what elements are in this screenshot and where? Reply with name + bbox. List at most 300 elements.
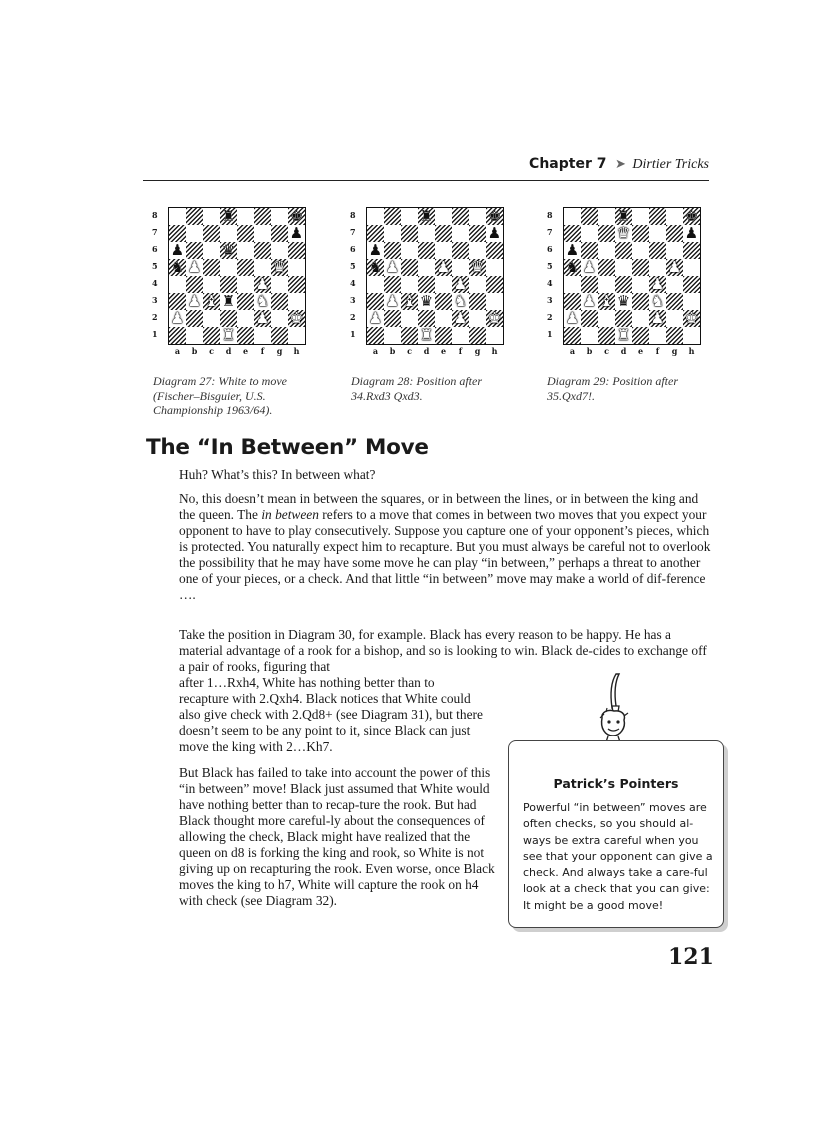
- square-h1: [288, 327, 305, 344]
- file-label: h: [293, 346, 300, 356]
- file-label: h: [688, 346, 695, 356]
- white-pawn-icon: ♟: [187, 258, 202, 276]
- square-h2: [486, 310, 503, 327]
- square-a1: [169, 327, 186, 344]
- file-label: g: [276, 346, 283, 356]
- rank-label: 6: [350, 244, 356, 254]
- file-label: b: [389, 346, 396, 356]
- white-pawn-icon: ♟: [170, 309, 185, 327]
- square-e5: [237, 259, 254, 276]
- rank-label: 2: [350, 312, 356, 322]
- file-label: g: [474, 346, 481, 356]
- square-c3: [203, 293, 220, 310]
- rank-label: 2: [152, 312, 158, 322]
- square-c5: [203, 259, 220, 276]
- square-e1: [435, 327, 452, 344]
- black-knight-icon: ♞: [368, 258, 383, 276]
- square-a2: [367, 310, 384, 327]
- square-a7: [564, 225, 581, 242]
- square-a8: [564, 208, 581, 225]
- square-e4: [237, 276, 254, 293]
- black-pawn-icon: ♟: [684, 224, 699, 242]
- square-e6: [632, 242, 649, 259]
- square-h5: [288, 259, 305, 276]
- square-a3: [564, 293, 581, 310]
- square-h3: [288, 293, 305, 310]
- white-rook-icon: ♜: [419, 326, 434, 344]
- square-h7: [486, 225, 503, 242]
- chess-diagram-28: [350, 205, 500, 355]
- square-a7: [169, 225, 186, 242]
- square-g1: [469, 327, 486, 344]
- pointer-mascot-icon: [588, 672, 638, 750]
- sidebar-title: Patrick’s Pointers: [553, 776, 679, 791]
- file-label: e: [637, 346, 644, 356]
- square-g6: [469, 242, 486, 259]
- white-knight-icon: ♞: [650, 292, 665, 310]
- square-c2: [401, 310, 418, 327]
- square-d4: [220, 276, 237, 293]
- square-g6: [666, 242, 683, 259]
- square-a1: [564, 327, 581, 344]
- square-b2: [186, 310, 203, 327]
- square-e4: [632, 276, 649, 293]
- square-f8: [649, 208, 666, 225]
- square-g1: [271, 327, 288, 344]
- square-g4: [271, 276, 288, 293]
- white-bishop-icon: ♝: [204, 292, 219, 310]
- square-c6: [401, 242, 418, 259]
- square-d8: [418, 208, 435, 225]
- rank-label: 3: [350, 295, 356, 305]
- rank-label: 5: [350, 261, 356, 271]
- square-a1: [367, 327, 384, 344]
- square-f6: [254, 242, 271, 259]
- square-e5: [435, 259, 452, 276]
- square-g7: [271, 225, 288, 242]
- square-e7: [435, 225, 452, 242]
- square-b4: [384, 276, 401, 293]
- black-pawn-icon: ♟: [565, 241, 580, 259]
- square-g5: [271, 259, 288, 276]
- square-h1: [486, 327, 503, 344]
- square-g3: [666, 293, 683, 310]
- square-c1: [203, 327, 220, 344]
- white-pawn-icon: ♟: [368, 309, 383, 327]
- square-e1: [632, 327, 649, 344]
- square-e2: [435, 310, 452, 327]
- square-a8: [367, 208, 384, 225]
- square-f8: [254, 208, 271, 225]
- rank-label: 4: [547, 278, 553, 288]
- square-f3: [452, 293, 469, 310]
- black-king-icon: ♚: [487, 207, 502, 225]
- square-f4: [452, 276, 469, 293]
- black-rook-icon: ♜: [221, 207, 236, 225]
- square-a4: [564, 276, 581, 293]
- file-label: d: [620, 346, 627, 356]
- square-f7: [254, 225, 271, 242]
- file-label: c: [604, 346, 609, 356]
- square-c2: [203, 310, 220, 327]
- paragraph-4: But Black has failed to take into account the power of this “in between” move! Black just assumed that White would have nothing better than to recap-ture the rook. But had Black thought more careful-ly about the consequences of allowing the check, Black might have realized that the queen on d8 is forking the king and rook, so White is not giving up on recapturing the rook. Even worse, once Black moves the king to h7, White will capture the rook on h4 with check (see Diagram 32).: [179, 765, 495, 908]
- square-d6: [220, 242, 237, 259]
- square-e6: [435, 242, 452, 259]
- square-f6: [452, 242, 469, 259]
- header-right: [529, 156, 709, 173]
- rank-label: 7: [350, 227, 356, 237]
- square-g1: [666, 327, 683, 344]
- square-f2: [254, 310, 271, 327]
- square-e3: [435, 293, 452, 310]
- white-pawn-icon: ♟: [565, 309, 580, 327]
- square-f5: [452, 259, 469, 276]
- square-h8: [486, 208, 503, 225]
- white-queen-icon: ♛: [272, 258, 287, 276]
- square-h8: [683, 208, 700, 225]
- rank-label: 7: [152, 227, 158, 237]
- rank-label: 3: [152, 295, 158, 305]
- square-b7: [186, 225, 203, 242]
- patricks-pointers-sidebar: [508, 740, 724, 928]
- square-d7: [220, 225, 237, 242]
- square-b5: [186, 259, 203, 276]
- square-c7: [598, 225, 615, 242]
- rank-label: 1: [152, 329, 158, 339]
- square-b7: [581, 225, 598, 242]
- square-c4: [203, 276, 220, 293]
- square-h5: [486, 259, 503, 276]
- chess-diagram-27: [152, 205, 302, 355]
- square-h4: [683, 276, 700, 293]
- rank-label: 4: [152, 278, 158, 288]
- square-e8: [632, 208, 649, 225]
- square-a2: [564, 310, 581, 327]
- square-d2: [418, 310, 435, 327]
- square-b6: [581, 242, 598, 259]
- file-label: b: [586, 346, 593, 356]
- square-d6: [418, 242, 435, 259]
- white-pawn-icon: ♟: [385, 258, 400, 276]
- square-h5: [683, 259, 700, 276]
- square-g7: [469, 225, 486, 242]
- square-b6: [186, 242, 203, 259]
- white-king-icon: ♚: [289, 309, 304, 327]
- square-a5: [367, 259, 384, 276]
- square-e7: [632, 225, 649, 242]
- square-d2: [615, 310, 632, 327]
- chapter-label: Chapter 7: [529, 156, 607, 172]
- square-b3: [186, 293, 203, 310]
- white-pawn-icon: ♟: [582, 292, 597, 310]
- file-label: e: [440, 346, 447, 356]
- rank-label: 7: [547, 227, 553, 237]
- square-d6: [615, 242, 632, 259]
- white-knight-icon: ♞: [453, 292, 468, 310]
- white-pawn-icon: ♟: [582, 258, 597, 276]
- rank-label: 8: [547, 210, 553, 220]
- square-h6: [288, 242, 305, 259]
- square-h3: [486, 293, 503, 310]
- square-a8: [169, 208, 186, 225]
- square-g5: [469, 259, 486, 276]
- square-h4: [486, 276, 503, 293]
- square-d3: [615, 293, 632, 310]
- square-a6: [367, 242, 384, 259]
- square-f7: [649, 225, 666, 242]
- square-h8: [288, 208, 305, 225]
- paragraph-2-emphasis: in between: [261, 507, 319, 522]
- square-c8: [203, 208, 220, 225]
- file-label: c: [209, 346, 214, 356]
- square-e3: [237, 293, 254, 310]
- square-c8: [401, 208, 418, 225]
- file-label: d: [423, 346, 430, 356]
- chess-diagram-29: [547, 205, 697, 355]
- square-h7: [683, 225, 700, 242]
- paragraph-3-intro: Take the position in Diagram 30, for example. Black has every reason to be happy. He has a material advantage of a rook for a bishop, and so is looking to win. Black de-cides to exchange off a pair of rooks, figuring that: [179, 627, 707, 674]
- square-c5: [598, 259, 615, 276]
- paragraph-2-text-a: No, this doesn’t mean in between the squares, or in between the lines, or in between the king and the queen. The: [179, 491, 699, 522]
- square-f2: [649, 310, 666, 327]
- file-label: d: [225, 346, 232, 356]
- black-pawn-icon: ♟: [368, 241, 383, 259]
- square-f2: [452, 310, 469, 327]
- square-c5: [401, 259, 418, 276]
- square-g8: [469, 208, 486, 225]
- diagram-29-caption: Diagram 29: Position after 35.Qxd7!.: [547, 374, 678, 403]
- square-e7: [237, 225, 254, 242]
- white-pawn-icon: ♟: [667, 258, 682, 276]
- square-c3: [401, 293, 418, 310]
- square-e8: [435, 208, 452, 225]
- square-b3: [581, 293, 598, 310]
- running-header: [143, 156, 709, 181]
- page-number: 121: [668, 944, 714, 970]
- square-c3: [598, 293, 615, 310]
- square-b8: [186, 208, 203, 225]
- file-label: f: [260, 346, 265, 356]
- rank-label: 6: [152, 244, 158, 254]
- square-c6: [203, 242, 220, 259]
- square-c2: [598, 310, 615, 327]
- square-g6: [271, 242, 288, 259]
- square-g4: [469, 276, 486, 293]
- rank-label: 5: [547, 261, 553, 271]
- white-pawn-icon: ♟: [650, 275, 665, 293]
- white-queen-icon: ♛: [470, 258, 485, 276]
- square-f5: [254, 259, 271, 276]
- square-e5: [632, 259, 649, 276]
- square-c6: [598, 242, 615, 259]
- sidebar-text: Powerful “in between” moves are often checks, so you should al-ways be extra careful when you see that your opponent can give a check. And always take a care-ful look at a check that you can give: It might be a good move!: [523, 801, 713, 912]
- square-f7: [452, 225, 469, 242]
- square-d3: [220, 293, 237, 310]
- square-g4: [666, 276, 683, 293]
- square-h3: [683, 293, 700, 310]
- paragraph-2: [179, 491, 711, 603]
- file-label: h: [491, 346, 498, 356]
- square-b7: [384, 225, 401, 242]
- square-c8: [598, 208, 615, 225]
- white-pawn-icon: ♟: [436, 258, 451, 276]
- square-h6: [486, 242, 503, 259]
- black-pawn-icon: ♟: [289, 224, 304, 242]
- triangle-right-icon: ➤: [614, 156, 626, 171]
- chess-board: [563, 207, 701, 345]
- white-rook-icon: ♜: [616, 326, 631, 344]
- square-h7: [288, 225, 305, 242]
- section-title: Dirtier Tricks: [632, 157, 709, 172]
- white-pawn-icon: ♟: [453, 275, 468, 293]
- square-e3: [632, 293, 649, 310]
- white-pawn-icon: ♟: [385, 292, 400, 310]
- black-pawn-icon: ♟: [487, 224, 502, 242]
- square-e6: [237, 242, 254, 259]
- square-d7: [418, 225, 435, 242]
- rank-label: 5: [152, 261, 158, 271]
- square-h2: [288, 310, 305, 327]
- square-b8: [581, 208, 598, 225]
- rank-label: 6: [547, 244, 553, 254]
- square-b8: [384, 208, 401, 225]
- square-d8: [615, 208, 632, 225]
- white-pawn-icon: ♟: [255, 275, 270, 293]
- black-queen-icon: ♛: [419, 292, 434, 310]
- rank-label: 1: [350, 329, 356, 339]
- square-g7: [666, 225, 683, 242]
- rank-label: 8: [152, 210, 158, 220]
- white-pawn-icon: ♟: [453, 309, 468, 327]
- square-d5: [615, 259, 632, 276]
- white-bishop-icon: ♝: [599, 292, 614, 310]
- square-d5: [220, 259, 237, 276]
- black-rook-icon: ♜: [616, 207, 631, 225]
- square-f1: [452, 327, 469, 344]
- square-d2: [220, 310, 237, 327]
- square-c4: [598, 276, 615, 293]
- white-knight-icon: ♞: [255, 292, 270, 310]
- black-queen-icon: ♛: [221, 241, 236, 259]
- square-c1: [401, 327, 418, 344]
- square-f3: [649, 293, 666, 310]
- square-e2: [632, 310, 649, 327]
- square-c7: [401, 225, 418, 242]
- square-g5: [666, 259, 683, 276]
- black-pawn-icon: ♟: [170, 241, 185, 259]
- square-e1: [237, 327, 254, 344]
- square-d4: [615, 276, 632, 293]
- square-c1: [598, 327, 615, 344]
- square-d1: [418, 327, 435, 344]
- square-b1: [384, 327, 401, 344]
- square-b1: [581, 327, 598, 344]
- square-g8: [271, 208, 288, 225]
- square-e4: [435, 276, 452, 293]
- square-g3: [271, 293, 288, 310]
- black-king-icon: ♚: [289, 207, 304, 225]
- square-f1: [649, 327, 666, 344]
- square-h6: [683, 242, 700, 259]
- file-label: b: [191, 346, 198, 356]
- black-knight-icon: ♞: [170, 258, 185, 276]
- square-f4: [649, 276, 666, 293]
- square-a6: [169, 242, 186, 259]
- square-a5: [169, 259, 186, 276]
- square-g2: [666, 310, 683, 327]
- square-f6: [649, 242, 666, 259]
- square-b2: [581, 310, 598, 327]
- square-a4: [169, 276, 186, 293]
- file-label: a: [569, 346, 576, 356]
- square-f1: [254, 327, 271, 344]
- square-f8: [452, 208, 469, 225]
- file-label: a: [174, 346, 181, 356]
- square-b5: [581, 259, 598, 276]
- chess-board: [168, 207, 306, 345]
- white-pawn-icon: ♟: [255, 309, 270, 327]
- square-d8: [220, 208, 237, 225]
- white-bishop-icon: ♝: [402, 292, 417, 310]
- file-label: a: [372, 346, 379, 356]
- square-g3: [469, 293, 486, 310]
- square-b4: [581, 276, 598, 293]
- white-queen-icon: ♛: [616, 224, 631, 242]
- square-h4: [288, 276, 305, 293]
- square-g2: [271, 310, 288, 327]
- paragraph-1: Huh? What’s this? In between what?: [179, 467, 376, 482]
- square-g2: [469, 310, 486, 327]
- square-f4: [254, 276, 271, 293]
- square-h2: [683, 310, 700, 327]
- chess-board: [366, 207, 504, 345]
- file-label: c: [407, 346, 412, 356]
- black-rook-icon: ♜: [221, 292, 236, 310]
- square-d5: [418, 259, 435, 276]
- white-king-icon: ♚: [487, 309, 502, 327]
- square-e8: [237, 208, 254, 225]
- square-a6: [564, 242, 581, 259]
- white-rook-icon: ♜: [221, 326, 236, 344]
- square-b5: [384, 259, 401, 276]
- square-d1: [615, 327, 632, 344]
- square-a3: [169, 293, 186, 310]
- rank-label: 8: [350, 210, 356, 220]
- square-a3: [367, 293, 384, 310]
- file-label: f: [655, 346, 660, 356]
- diagram-28-caption: Diagram 28: Position after 34.Rxd3 Qxd3.: [351, 374, 482, 403]
- square-c4: [401, 276, 418, 293]
- square-h1: [683, 327, 700, 344]
- rank-label: 4: [350, 278, 356, 288]
- square-b1: [186, 327, 203, 344]
- white-pawn-icon: ♟: [650, 309, 665, 327]
- square-f5: [649, 259, 666, 276]
- diagram-27-caption: Diagram 27: White to move (Fischer–Bisguier, U.S. Championship 1963/64).: [153, 374, 287, 417]
- section-heading: The “In Between” Move: [146, 435, 429, 460]
- square-a4: [367, 276, 384, 293]
- square-f3: [254, 293, 271, 310]
- paragraph-2-text-b: refers to a move that comes in between two moves that you expect your opponent to have to play consecutively. Suppose you capture one of your opponent’s pieces, which is protected. You naturally expect him to recapture. But you must always be careful not to overlook the possibility that he may have some move he can play “in between,” perhaps a threat to another one of your pieces, or a check. And that little “in between” move may make a world of dif-ference ….: [179, 507, 711, 602]
- file-label: g: [671, 346, 678, 356]
- black-queen-icon: ♛: [616, 292, 631, 310]
- square-d7: [615, 225, 632, 242]
- rank-label: 1: [547, 329, 553, 339]
- white-king-icon: ♚: [684, 309, 699, 327]
- square-a2: [169, 310, 186, 327]
- square-d3: [418, 293, 435, 310]
- rank-label: 2: [547, 312, 553, 322]
